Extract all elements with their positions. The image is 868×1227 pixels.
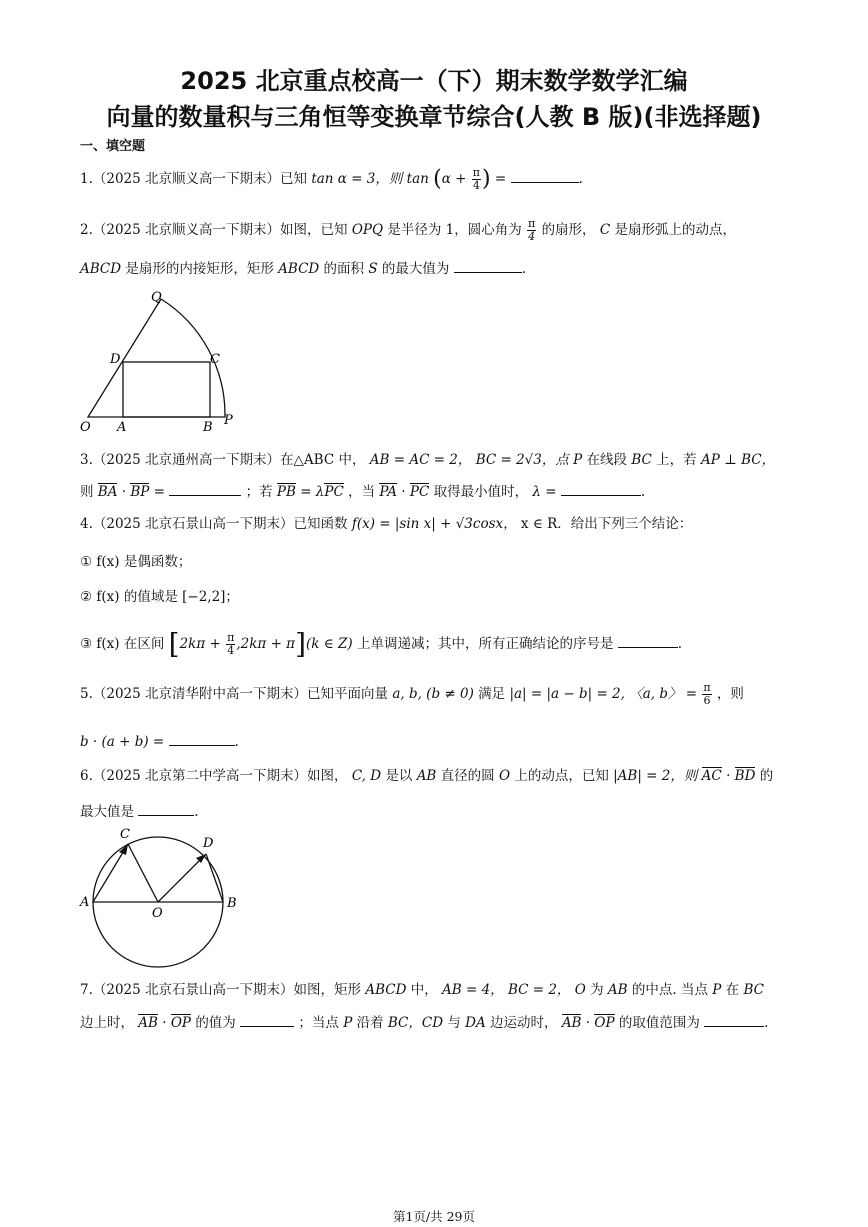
problem-2-abcd: ABCD (278, 261, 320, 277)
section-heading: 一、填空题 (80, 139, 146, 154)
problem-2-text: 是扇形弧上的动点， (614, 222, 736, 238)
bracket-close: ] (295, 627, 306, 661)
problem-7-bc: BC (743, 982, 764, 998)
vector-pa: PA (379, 484, 397, 500)
problem-6-text: 上的动点，已知 (514, 768, 609, 784)
problem-7-text: ；当点 (298, 1015, 339, 1031)
fraction-num: π (528, 217, 536, 230)
problem-7-text: 的中点. 当点 (631, 982, 708, 998)
k-in-z: (k ∈ Z) (306, 636, 353, 652)
label-d: D (203, 836, 214, 851)
fraction-pi-over-4 (472, 167, 481, 192)
problem-1-source: 1.（2025 北京顺义高一下期末）已知 (80, 171, 308, 187)
fraction-num: π (227, 631, 235, 644)
answer-blank[interactable] (169, 481, 241, 496)
problem-4-conclusion-3 (80, 627, 683, 661)
label-d: D (110, 352, 121, 367)
problem-7-line-2 (80, 1012, 768, 1033)
sector-figure (76, 286, 246, 436)
problem-6-line-1 (80, 766, 773, 786)
label-b: B (227, 896, 237, 911)
problem-7-sides: BC，CD (387, 1015, 444, 1031)
problem-1-end: . (578, 171, 583, 187)
problem-2-line-1 (80, 218, 736, 243)
problem-5-text: ，则 (716, 686, 744, 702)
dot: · (585, 1015, 591, 1031)
problem-6-end: . (194, 804, 199, 820)
fraction-num: π (703, 681, 711, 694)
problem-7-text: 为 (590, 982, 604, 998)
problem-3-perp: AP ⊥ BC， (700, 452, 776, 468)
problem-2-end: . (521, 261, 526, 277)
problem-3-text: 取得最小值时， (433, 484, 529, 500)
segment-co (128, 844, 158, 902)
problem-7-text: 的值为 (195, 1015, 236, 1031)
answer-blank[interactable] (454, 258, 522, 273)
problem-7-p: P (343, 1015, 353, 1031)
label-o: O (152, 906, 163, 921)
dot: · (726, 768, 731, 784)
circle-figure (76, 822, 246, 972)
problem-7-text: 中， (410, 982, 438, 998)
vector-ab: AB (138, 1015, 158, 1031)
problem-6-o: O (498, 768, 511, 784)
label-c: C (210, 352, 220, 367)
sector-outline (88, 299, 225, 417)
vector-pc: PC (409, 484, 430, 500)
problem-6-text: 是以 (385, 768, 413, 784)
problem-7-end: . (764, 1015, 769, 1031)
problem-4-source: 4.（2025 北京石景山高一下期末）已知函数 (80, 516, 348, 532)
problem-3-text: 在线段 (586, 452, 628, 468)
problem-4-end: . (677, 636, 683, 652)
label-a: A (117, 420, 127, 435)
problem-6-text: 的 (759, 768, 774, 784)
problem-3-bc: BC = 2√3，点 (475, 452, 569, 468)
problem-3-line-2 (80, 481, 645, 502)
problem-4-text: ③ f(x) 在区间 (80, 636, 165, 652)
document-title-line-2: 向量的数量积与三角恒等变换章节综合(人教 B 版)(非选择题) (106, 103, 762, 131)
vector-pb: PB (276, 484, 296, 500)
problem-2-text: 的扇形， (541, 222, 596, 238)
fraction-num: π (472, 166, 481, 179)
problem-3-bc: BC (631, 452, 652, 468)
problem-6-ab: AB (416, 768, 437, 784)
problem-3-line-1 (80, 450, 775, 470)
problem-7-bc: BC = 2， (507, 982, 571, 998)
problem-2-line-2 (80, 258, 526, 279)
problem-1 (80, 167, 583, 192)
problem-3-source: 3.（2025 北京通州高一下期末）在△ABC 中， (80, 452, 366, 468)
problem-6-line-2 (80, 801, 199, 822)
problem-4-conclusion-1: ① f(x) 是偶函数； (80, 554, 192, 570)
lambda: = λ (300, 484, 325, 500)
page-number: 第1页/共 29页 (392, 1209, 476, 1224)
label-b: B (203, 420, 213, 435)
fraction-den: 6 (703, 694, 711, 707)
problem-7-ab: AB = 4， (442, 982, 504, 998)
bracket-open: [ (168, 627, 180, 661)
problem-5-line-1 (80, 682, 744, 707)
vector-op: OP (170, 1015, 192, 1031)
answer-blank[interactable] (561, 481, 641, 496)
problem-3-end: . (640, 484, 646, 500)
problem-2-source: 2.（2025 北京顺义高一下期末）如图，已知 (80, 222, 348, 238)
dot: · (162, 1015, 167, 1031)
problem-1-equals: = (494, 171, 507, 187)
paren-close: ) (482, 166, 491, 192)
problem-2-text: 的面积 (323, 261, 365, 277)
fraction-den: 4 (227, 644, 235, 657)
problem-7-text: 边运动时， (490, 1015, 558, 1031)
problem-7-da: DA (465, 1015, 486, 1031)
problem-6-text: 最大值是 (80, 804, 134, 820)
problem-4-conclusion-2: ② f(x) 的值域是 [−2,2]； (80, 589, 239, 605)
interval-end: ,2kπ + π (236, 636, 296, 652)
problem-4-line-1 (80, 514, 692, 534)
label-p: P (224, 413, 233, 428)
inscribed-rectangle (123, 362, 210, 417)
label-q: Q (151, 290, 162, 305)
vector-ac: AC (701, 768, 722, 784)
problem-1-given: tan α = 3，则 tan (311, 171, 429, 187)
problem-2-abcd: ABCD (80, 261, 122, 277)
problem-3-text: ，当 (348, 484, 376, 500)
problem-7-p: P (712, 982, 722, 998)
fraction-den: 4 (472, 179, 480, 192)
vector-bd: BD (734, 768, 756, 784)
answer-blank[interactable] (704, 1012, 764, 1027)
answer-blank[interactable] (138, 801, 194, 816)
problem-7-text: 在 (725, 982, 740, 998)
label-a: A (80, 895, 90, 910)
problem-5-vectors: a, b, (b ≠ 0) (392, 686, 474, 702)
fraction-pi-over-4 (527, 218, 536, 243)
problem-2-text: 的最大值为 (381, 261, 450, 277)
fraction-pi-over-4 (226, 632, 235, 657)
vector-bp: BP (130, 484, 150, 500)
vector-ab: AB (561, 1015, 582, 1031)
answer-blank[interactable] (240, 1012, 294, 1027)
problem-3-text: ；若 (245, 484, 273, 500)
problem-4-function: f(x) = |sin x| + √3cosx， (351, 516, 517, 532)
problem-7-source: 7.（2025 北京石景山高一下期末）如图，矩形 (80, 982, 362, 998)
dot: · (401, 484, 406, 500)
problem-6-length: |AB| = 2，则 (613, 768, 698, 784)
problem-7-abcd: ABCD (365, 982, 407, 998)
problem-4-text: 上单调递减；其中，所有正确结论的序号是 (356, 636, 614, 652)
vector-pc: PC (324, 484, 344, 500)
fraction-pi-over-6 (702, 682, 711, 707)
fraction-den: 4 (528, 230, 536, 243)
problem-1-alpha: α + (441, 171, 467, 187)
document-title-line-1: 2025 北京重点校高一（下）期末数学数学汇编 (180, 67, 688, 95)
problem-5-line-2 (80, 731, 239, 752)
problem-7-line-1 (80, 980, 764, 1000)
problem-2-text: 是半径为 1，圆心角为 (387, 222, 522, 238)
lambda-equals: λ = (532, 484, 557, 500)
answer-blank[interactable] (511, 168, 579, 183)
problem-3-p: P (573, 452, 583, 468)
problem-2-text: 是扇形的内接矩形，矩形 (125, 261, 274, 277)
equals: = (153, 484, 165, 500)
problem-3-text: 上，若 (656, 452, 697, 468)
problem-7-text: 的取值范围为 (618, 1015, 700, 1031)
problem-5-condition: |a| = |a − b| = 2, 〈a, b〉 = (509, 686, 698, 702)
problem-2-point-c: C (599, 222, 611, 238)
problem-4-text: x ∈ R．给出下列三个结论： (520, 516, 693, 532)
dot: · (121, 484, 127, 500)
problem-7-text: 边上时， (80, 1015, 134, 1031)
segment-od (158, 854, 206, 902)
label-c: C (120, 827, 130, 842)
problem-2-s: S (368, 261, 378, 277)
problem-2-opq: OPQ (351, 222, 384, 238)
problem-5-end: . (234, 734, 239, 750)
problem-3-text: 则 (80, 484, 94, 500)
label-o: O (80, 420, 91, 435)
interval-start: 2kπ + (179, 636, 221, 652)
problem-5-expression: b · (a + b) = (80, 734, 165, 750)
answer-blank[interactable] (618, 633, 678, 648)
problem-6-text: 直径的圆 (440, 768, 495, 784)
answer-blank[interactable] (169, 731, 235, 746)
problem-6-cd: C, D (351, 768, 382, 784)
problem-7-text: 与 (447, 1015, 461, 1031)
vector-op: OP (594, 1015, 615, 1031)
problem-7-text: 沿着 (356, 1015, 384, 1031)
vector-ba: BA (97, 484, 118, 500)
problem-7-o: O (574, 982, 586, 998)
problem-7-ab: AB (607, 982, 628, 998)
paren-open: ( (433, 166, 442, 192)
problem-5-source: 5.（2025 北京清华附中高一下期末）已知平面向量 (80, 686, 389, 702)
problem-5-text: 满足 (478, 686, 506, 702)
problem-3-ab: AB = AC = 2， (369, 452, 472, 468)
problem-6-source: 6.（2025 北京第二中学高一下期末）如图， (80, 768, 348, 784)
segment-db (206, 854, 223, 902)
